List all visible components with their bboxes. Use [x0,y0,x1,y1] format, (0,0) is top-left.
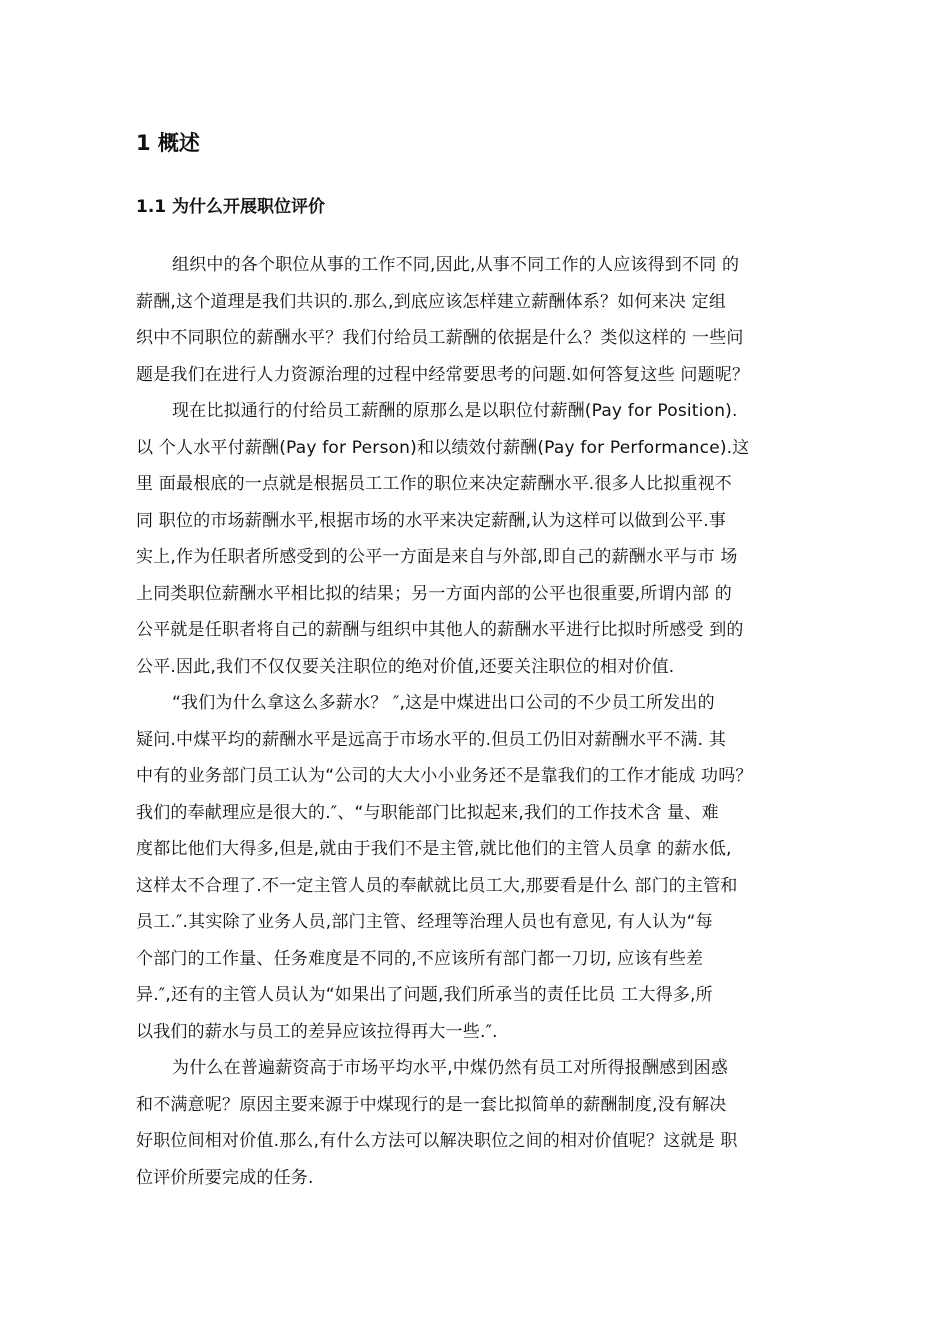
text-line: 疑问.中煤平均的薪酬水平是远高于市场水平的.但员工仍旧对薪酬水平不满. 其 [136,729,727,750]
paragraph [136,685,826,1050]
text-line: 织中不同职位的薪酬水平？我们付给员工薪酬的依据是什么？类似这样的 一些问 [136,328,744,348]
text-line: 公平.因此,我们不仅仅要关注职位的绝对价值,还要关注职位的相对价值. [136,656,675,677]
text-line: 我们的奉献理应是很大的.″、“与职能部门比拟起来,我们的工作技术含 量、难 [136,802,719,823]
text-line: 这样太不合理了.不一定主管人员的奉献就比员工大,那要看是什么 部门的主管和 [136,875,738,896]
text-line: “我们为什么拿这么多薪水？ ″,这是中煤进出口公司的不少员工所发出的 [172,693,715,713]
text-line: 组织中的各个职位从事的工作不同,因此,从事不同工作的人应该得到不同 的 [172,255,740,275]
section-heading: 1 概述 [136,131,200,155]
text-line: 中有的业务部门员工认为“公司的大大小小业务还不是靠我们的工作才能成 功吗？ [136,766,753,786]
text-line: 度都比他们大得多,但是,就由于我们不是主管,就比他们的主管人员拿 的薪水低, [136,839,732,859]
text-line: 以我们的薪水与员工的差异应该拉得再大一些.″. [136,1021,498,1042]
text-line: 薪酬,这个道理是我们共识的.那么,到底应该怎样建立薪酬体系？如何来决 定组 [136,291,727,312]
text-line: 里 面最根底的一点就是根据员工工作的职位来决定薪酬水平.很多人比拟重视不 [136,474,733,494]
text-line: 题是我们在进行人力资源治理的过程中经常要思考的问题.如何答复这些 问题呢？ [136,364,750,385]
paragraph [136,247,826,393]
text-line: 位评价所要完成的任务. [136,1167,314,1188]
text-line: 同 职位的市场薪酬水平,根据市场的水平来决定薪酬,认为这样可以做到公平.事 [136,510,727,531]
text-line: 为什么在普遍薪资高于市场平均水平,中煤仍然有员工对所得报酬感到困惑 [172,1058,729,1078]
text-line: 公平就是任职者将自己的薪酬与组织中其他人的薪酬水平进行比拟时所感受 到的 [136,620,744,640]
text-line: 现在比拟通行的付给员工薪酬的原那么是以职位付薪酬(Pay for Position). [172,401,738,421]
paragraph [136,1050,826,1196]
text-line: 和不满意呢？原因主要来源于中煤现行的是一套比拟简单的薪酬制度,没有解决 [136,1094,727,1115]
text-line: 好职位间相对价值.那么,有什么方法可以解决职位之间的相对价值呢？这就是 职 [136,1131,738,1151]
text-line: 实上,作为任职者所感受到的公平一方面是来自与外部,即自己的薪酬水平与市 场 [136,547,738,567]
text-line: 以 个人水平付薪酬(Pay for Person)和以绩效付薪酬(Pay for Performance).这 [136,437,750,458]
document-body [136,247,826,1196]
text-line: 上同类职位薪酬水平相比拟的结果；另一方面内部的公平也很重要,所谓内部 的 [136,583,733,604]
text-line: 异.″,还有的主管人员认为“如果出了问题,我们所承当的责任比员 工大得多,所 [136,985,713,1005]
text-line: 员工.″.其实除了业务人员,部门主管、经理等治理人员也有意见, 有人认为“每 [136,912,713,932]
subsection-heading: 1.1 为什么开展职位评价 [136,197,326,217]
text-line: 个部门的工作量、任务难度是不同的,不应该所有部门都一刀切, 应该有些差 [136,948,704,969]
paragraph [136,393,826,685]
